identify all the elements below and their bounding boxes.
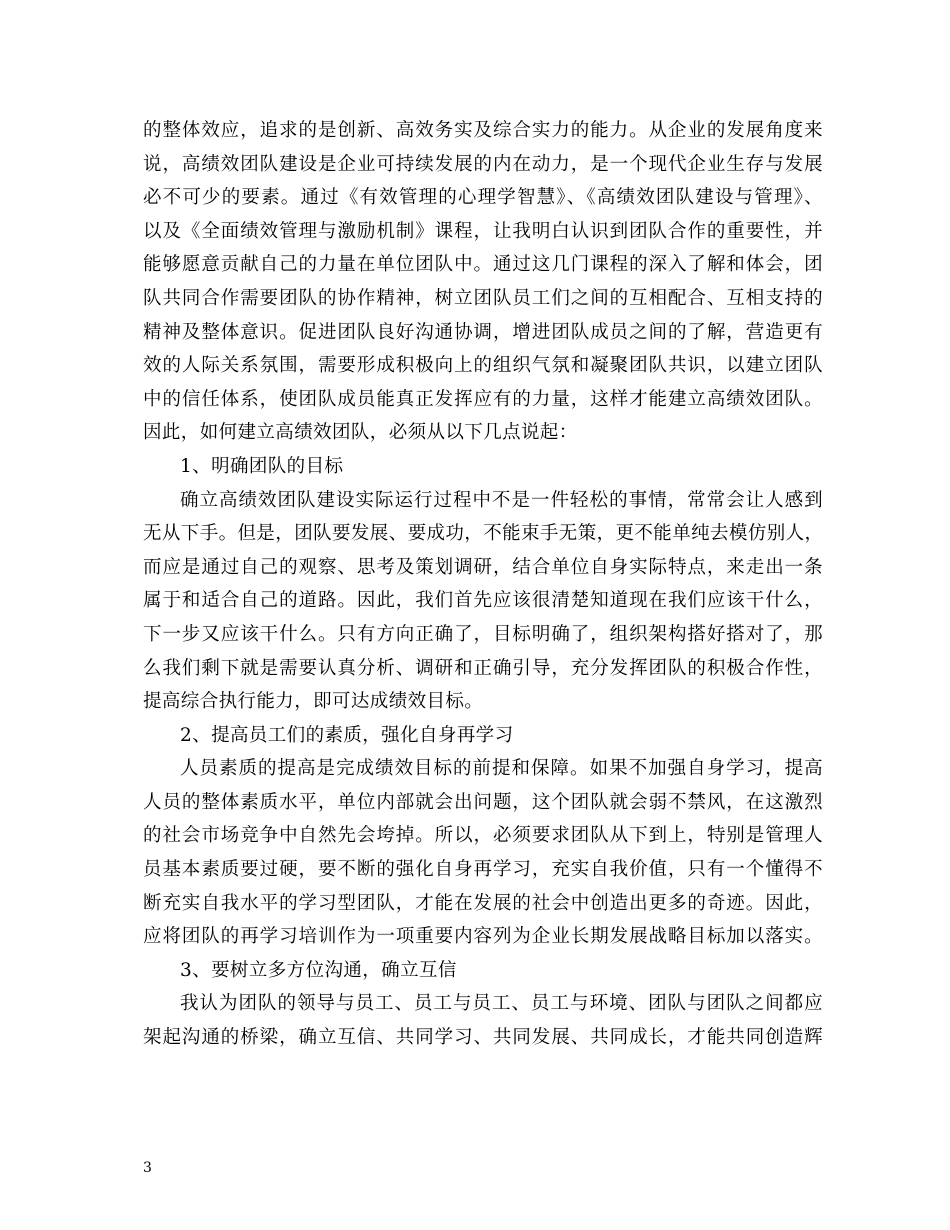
- text-line: 能够愿意贡献自己的力量在单位团队中。通过这几门课程的深入了解和体会，团: [143, 254, 823, 276]
- text-line: 精神及整体意识。促进团队良好沟通协调，增进团队成员之间的了解，营造更有: [143, 321, 823, 343]
- text-line: 因此，如何建立高绩效团队，必须从以下几点说起：: [143, 422, 578, 444]
- text-line: 属于和适合自己的道路。因此，我们首先应该很清楚知道现在我们应该干什么，: [143, 590, 823, 612]
- text-line: 员基本素质要过硬，要不断的强化自身再学习，充实自我价值，只有一个懂得不: [143, 859, 823, 881]
- text-line: 应将团队的再学习培训作为一项重要内容列为企业长期发展战略目标加以落实。: [143, 926, 823, 948]
- text-line: 下一步又应该干什么。只有方向正确了，目标明确了，组织架构搭好搭对了，那: [143, 623, 823, 645]
- text-line: 人员的整体素质水平，单位内部就会出问题，这个团队就会弱不禁风，在这激烈: [143, 791, 823, 813]
- text-line: 确立高绩效团队建设实际运行过程中不是一件轻松的事情，常常会让人感到: [180, 489, 823, 511]
- section-heading: 1、明确团队的目标: [180, 455, 344, 477]
- text-line: 人员素质的提高是完成绩效目标的前提和保障。如果不加强自身学习，提高: [180, 758, 823, 780]
- section-heading: 3、要树立多方位沟通，确立互信: [180, 959, 457, 981]
- text-line: 说，高绩效团队建设是企业可持续发展的内在动力，是一个现代企业生存与发展: [143, 153, 823, 175]
- text-line: 效的人际关系氛围，需要形成积极向上的组织气氛和凝聚团队共识，以建立团队: [143, 355, 823, 377]
- text-line: 队共同合作需要团队的协作精神，树立团队员工们之间的互相配合、互相支持的: [143, 287, 823, 309]
- document-body: [143, 114, 823, 1055]
- text-line: 以及《全面绩效管理与激励机制》课程，让我明白认识到团队合作的重要性，并: [143, 220, 823, 242]
- text-line: 而应是通过自己的观察、思考及策划调研，结合单位自身实际特点，来走出一条: [143, 556, 823, 578]
- text-line: 架起沟通的桥梁，确立互信、共同学习、共同发展、共同成长，才能共同创造辉: [143, 1027, 823, 1049]
- text-line: 中的信任体系，使团队成员能真正发挥应有的力量，这样才能建立高绩效团队。: [143, 388, 823, 410]
- text-line: 提高综合执行能力，即可达成绩效目标。: [143, 691, 484, 713]
- text-line: 的社会市场竞争中自然先会垮掉。所以，必须要求团队从下到上，特别是管理人: [143, 825, 823, 847]
- text-line: 必不可少的要素。通过《有效管理的心理学智慧》、《高绩效团队建设与管理》、: [143, 187, 823, 209]
- text-line: 的整体效应，追求的是创新、高效务实及综合实力的能力。从企业的发展角度来: [143, 120, 823, 141]
- text-line: 我认为团队的领导与员工、员工与员工、员工与环境、团队与团队之间都应: [180, 993, 823, 1015]
- page-number: 3: [143, 1160, 152, 1176]
- text-line: 么我们剩下就是需要认真分析、调研和正确引导，充分发挥团队的积极合作性，: [143, 657, 823, 679]
- text-line: 断充实自我水平的学习型团队，才能在发展的社会中创造出更多的奇迹。因此，: [143, 892, 823, 914]
- text-line: 无从下手。但是，团队要发展、要成功，不能束手无策，更不能单纯去模仿别人，: [143, 523, 824, 545]
- section-heading: 2、提高员工们的素质，强化自身再学习: [180, 724, 514, 746]
